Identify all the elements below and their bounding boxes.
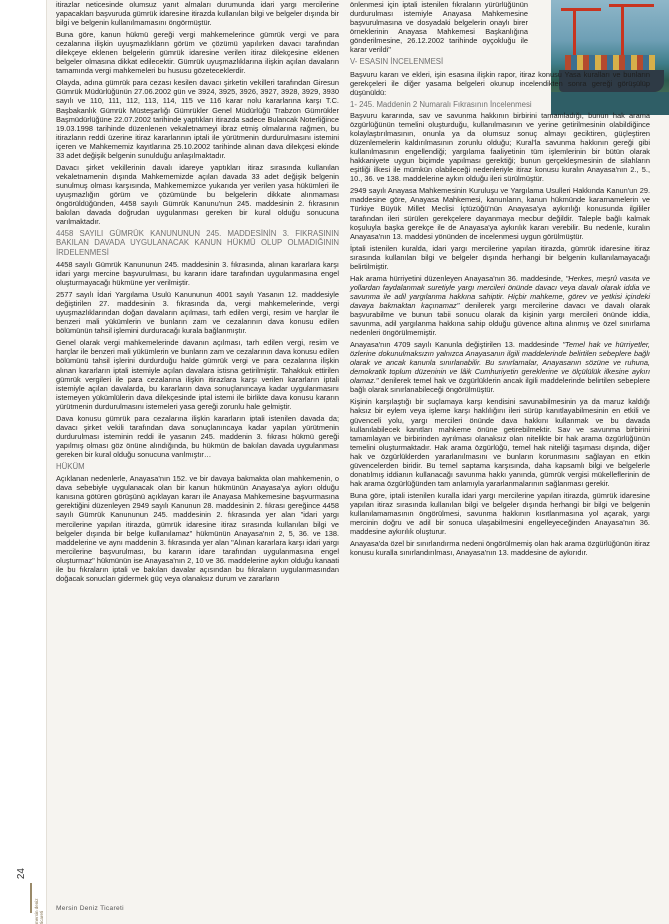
paragraph: Başvuru kararında, sav ve savunma hakkının birbirini tamamladığı, bunun hak arama özgürlüğünün temelini oluşturduğu, kullanılmasının ve yerine getirilmesinin olabildiğince kolaylaştırılmasının, onunla ya da olumsuz sonuç almayı geciktiren, güçleştiren düzenlemelerin kaldırılmasının zorunlu olduğu; Kural'la savunma hakkının gereği gibi kullanılmasının engellendiği; yargılama faaliyetinin tüm işlemlerinin bir bütün olarak hakkaniyete uygun biçimde yapılması gerektiği; bunun gerçekleşmesinin de silahların eşitliği ilkesi ile mümkün olabileceği nedenleriyle itiraz konusu kuralın Anayasa'nın 2., 5., 10., 36. ve 138. maddelerine aykırı olduğu ileri sürülmüştür. (350, 111, 650, 184)
paragraph: Kişinin karşılaştığı bir suçlamaya karşı kendisini savunabilmesinin ya da maruz kaldığı haksız bir eylem veya işleme karşı haklılığını ileri sürüp kanıtlayabilmesinin en etkili ve güvenceli yolu, yargı mercileri önünde dava hakkını kullanmak ve bu davada kullanılabilecek kanıtları mahkeme önüne getirebilmektir. Sav ve savunma birbirini tamamlayan ve birbirinden ayrılması olanaksız olan nitelikte bir hak arama özgürlüğünün temelini oluşturmaktadır. Hak arama özgürlüğü, temel hak niteliği taşıması dışında, diğer hak ve özgürlüklerden yararlanılmasını ve bunların korunmasını sağlayan en etkin güvencelerden biridir. Bu temel saptama karşısında, daha kapsamlı bilgi ve belgelerle donatılmış iddianın kullanacağı savunma hakkı yanında, gümrük vergisi mükelleflerinin de hak arama özgürlüğünden tam anlamıyla yararlanmalarının sağlanması gerekir. (350, 397, 650, 488)
section-heading: HÜKÜM (56, 462, 85, 471)
margin-rule (46, 0, 47, 924)
right-column (350, 0, 650, 560)
paragraph: İptali istenilen kuralda, idari yargı mercilerine yapılan itirazda, gümrük idaresine itiraz sırasında kullanılan bilgi ve belgeler dışında herhangi bir belgenin kullanılamayacağı belirtilmiştir. (350, 243, 650, 271)
paragraph: Buna göre, kanun hükmü gereği vergi mahkemelerince gümrük vergi ve para cezalarına ilişkin uyuşmazlıkların görüm ve çözümü yapılırken davacı tarafından dilekçeye eklenen belgelerin gümrük idaresine verilen itiraz dilekçesine eklenen belgeler olmasına dikkat edilecektir. Gümrük uyuşmazlıklarına ilişkin açılan davaların tamamında vergi mahkemeleri bu hususu gözeteceklerdir. (56, 30, 339, 76)
text-run: denilerek temel hak ve özgürlüklerin ancak ilgili maddelerinde belirtilen sebeplere bağlı olarak sınırlanabileceği öngörülmüştür. (350, 376, 650, 395)
quoted-article: "Herkes, meşrû vasıta ve yollardan faydalanmak suretiyle yargı mercileri önünde davacı veya davalı olarak iddia ve savunma ile adil yargılanma hakkına sahiptir. Hiçbir mahkeme, görev ve yetkisi içindeki davaya bakmaktan kaçınamaz" (350, 273, 650, 310)
footer-publication-name: Mersin Deniz Ticareti (56, 905, 124, 912)
paragraph: Buna göre, iptali istenilen kuralla idari yargı mercilerine yapılan itirazda, gümrük idaresine yapılan itiraz sırasında kullanılan bilgi ve belgeler dışında herhangi bir bilgi ve belgenin kullanılamamasının öngörülmesi, savunma hakkının kısıtlanmasına yol açarak, yargı mercinin doğru ve adil bir sonuca ulaşabilmesini engelleyeceğinden Anayasa'nın 36. maddesine aykırılık oluşturur. (350, 490, 650, 537)
text-run: denilerek yargı mercilerine davacı ve davalı olarak başvurabilme ve bunun tabii sonucu olarak da kişinin yargı mercileri önünde iddia, savunma, adil yargılanma hakkına sahip olduğu güvence altına alınmış ve özel sınırlama nedenleri öngörülmemiştir. (350, 300, 651, 338)
paragraph: Olayda, adına gümrük para cezası kesilen davacı şirketin vekilleri tarafından Giresun Gümrük Müdürlüğünün 27.06.2002 gün ve 3924, 3925, 3926, 3927, 3928, 3929, 3930 sayılı ve 110, 111, 112, 113, 114, 115 ve 116 karar nolu kararlarına karşı T.C. Başbakanlık Gümrük Müsteşarlığı Gümrükler Genel Müdürlüğü Trabzon Gümrükler Başmüdürlüğüne 22.07.2002 tarihinde yaptıkları itirazda sadece Bulancak Noterliğince 19.03.1998 tarihinde düzenlenen vekaletnameyi ibraz etmiş olmalarına rağmen, bu itirazların reddi üzerine itiraz kararlarının iptali ile yürütmenin durdurulmasını istemini içeren ve Mahkememiz kayıtlarına 25.10.2002 tarihinde alınan dava dilekçesi ekinde 33 adet değişik belgenin sunulduğu anlaşılmaktadır. (56, 78, 339, 160)
paragraph: Davacı şirket vekillerinin davalı idareye yaptıkları itiraz sırasında kullanılan vekaletnamenin dışında Mahkememizde açılan davada 33 adet değişik belgenin sunulmuş olması karşısında, Mahkememizce yukarıda yer verilen yasa hükümleri ile uyuşmazlığın görüm ve çözümünde bu belgelerin dikkate alınmaması öngörüldüğünden, 4458 sayılı Gümrük Kanunu'nun 245. maddesinin 2. fıkrasının bakılan davada doğrudan uygulanması gereken bir kural olduğu sonucuna varılmaktadır. (56, 162, 339, 227)
paragraph: 2949 sayılı Anayasa Mahkemesinin Kuruluşu ve Yargılama Usulleri Hakkında Kanun'un 29. maddesine göre, Anayasa Mahkemesi, kanunların, kanun hükmünde kararnamelerin ve Türkiye Büyük Millet Meclisi İçtüzüğü'nün Anayasa'ya aykırılığı konusunda ilgililer tarafından ileri sürülen gerekçelere dayanmaya mecbur değildir. Taleple bağlı kalmak koşuluyla başka gerekçe ile de Anayasa'ya aykırılık kararı verebilir. Bu nedenle, kuralın Anayasa'nın 13. maddesi yönünden de incelenmesi uygun görülmüştür. (350, 186, 650, 241)
paragraph: Dava konusu gümrük para cezalarına ilişkin kararların iptali istenilen davada da; davacı şirket vekili tarafından dava sonuçlanıncaya kadar yapılan yürütmenin durdurulması isteminin reddi ile yasanın 245. maddenin 3. fıkrası hükmü gereği yapılmış olması göz önüne alındığında, bu hükmün de bakılan davada uygulanması gereken bir kural olduğu sonucuna varılmıştır… (56, 413, 339, 459)
left-column (56, 0, 339, 586)
text-run: Hak arama hürriyetini düzenleyen Anayasa'nın 36. maddesinde, (350, 273, 566, 283)
section-heading: V- ESASIN İNCELENMESİ (350, 57, 444, 67)
quoted-article: "Temel hak ve hürriyetler, özlerine dokunulmaksızın yalnızca Anayasanın ilgili maddelerinde belirtilen sebeplere bağlı olarak ve ancak kanunla sınırlanabilir. Bu sınırlamalar, Anayasanın sözüne ve ruhuna, demokratik toplum düzeninin ve lâik Cumhuriyetin gereklerine ve ölçülülük ilkesine aykırı olamaz." (350, 340, 650, 386)
paragraph: Anayasa'da özel bir sınırlandırma nedeni öngörülmemiş olan hak arama özgürlüğünün itiraz konusu kuralla sınırlandırılması, Anayasa'nın 13. maddesine de aykırıdır. (350, 539, 650, 558)
publication-logo-text: mersin deniz ticareti (34, 898, 44, 924)
paragraph: Genel olarak vergi mahkemelerinde davanın açılması, tarh edilen vergi, resim ve harçlar ile benzeri mali yükümlerin ve bunların zam ve cezalarının dava konusu edilen bölümünü tahsil işlerini durdurduğu halde gümrük vergi ve para cezalarına ilişkin alınan kararların iptali istemiyle açılan davalara istisna getirilmiştir. Tahakkuk ettirilen gümrük vergileri ile para cezalarına ilişkin itirazlara karşı verilen kararların iptali istemiyle açılan davalarda, bu kararların dava sonuçlanıncaya kadar uygulanmasını istemeyen yükümlülerin dava dilekçesinde iptal istemi ile birlikte dava konusu kararın yürütmenin durdurulmasını istemeleri yasa gereği zorunlu hale gelmiştir. (56, 338, 339, 411)
page-number: 24 (16, 868, 27, 880)
subsection-heading: 1- 245. Maddenin 2 Numaralı Fıkrasının İncelenmesi (350, 99, 532, 109)
left-margin-strip (0, 0, 46, 924)
paragraph: itirazlar neticesinde olumsuz yanıt almaları durumunda idari yargı mercilerine yapacakları başvuruda gümrük idaresine itirazda kullanılan bilgi ve belgeler dışında bir bilgi ve belgenin kullanılmamasını öngörmüştür. (56, 0, 339, 28)
paragraph: 4458 sayılı Gümrük Kanununun 245. maddesinin 3. fıkrasında, alınan kararlara karşı idari yargı mercine başvurulması, bu kararın idare tarafından uygulanmasına engel oluşturmayacağı hükmüne yer verilmiştir. (56, 260, 339, 288)
section-heading: 4458 SAYILI GÜMRÜK KANUNUNUN 245. MADDESİNİN 3. FIKRASININ BAKILAN DAVADA UYGULANACAK KANUN HÜKMÜ OLUP OLMADIĞININ İRDELENMESİ (56, 229, 339, 257)
paragraph (350, 340, 650, 394)
paragraph: önlenmesi için iptali istenilen fıkraların yürürlüğünün durdurulması istemiyle Anayasa Mahkemesine başvurulmasına ve dosyadaki belgelerin onaylı birer örneklerinin Anayasa Mahkemesi Başkanlığına gönderilmesine, 26.12.2002 tarihinde oyçokluğu ile karar verildi" (350, 0, 528, 55)
paragraph: Açıklanan nedenlerle, Anayasa'nın 152. ve bir davaya bakmakta olan mahkemenin, o dava sebebiyle uygulanacak olan bir kanun hükmünün Anayasa'ya aykırı olduğu kanısına götüren görüşünü açıklayan kararı ile Anayasa Mahkemesine başvurmasına gerektiğini düzenleyen 2949 sayılı Kanunun 28. maddesinin 2. fıkrası gereğince 4458 sayılı Gümrük Kanununun 245. maddesinin 2. fıkrasında yer alan "idari yargı mercilerine yapılan itirazda, gümrük idaresine itiraz sırasında kullanılan bilgi ve belgeler dışında bir belge kullanılamaz" hükmünün Anayasa'nın 2, 5, 36. ve 138. maddelerine ve aynı maddenin 3. fıkrasında yer alan "Alınan kararlara karşı idari yargı mercilerine başvurulması, bu kararın idare tarafından uygulanmasına engel oluşturmaz" hükmünün ise Anayasa'nın 2, 10 ve 36. maddelerine aykırı olduğu kanaati ile bu fıkraların iptali ve bakılan davalar açısından bu fıkraların uygulanmasından doğacak sonucları gidermek güç veya olanaksız durum ve zararların (56, 474, 339, 583)
paragraph: 2577 sayılı İdari Yargılama Usulü Kanununun 4001 sayılı Yasanın 12. maddesiyle değiştirilen 27. maddesinin 3. fıkrasında da, vergi mahkemelerinde, vergi uyuşmazlıklarından doğan davaların açılması, tarh edilen vergi, resim ve harçlar ile benzeri mali yükümlerin ve bunların zam ve cezalarının dava konusu edilen bölümünün tahsil işlemini durduracağı kurala bağlanmıştır. (56, 290, 339, 336)
text-beside-photo (350, 0, 528, 67)
paragraph: Başvuru kararı ve ekleri, işin esasına ilişkin rapor, itiraz konusu Yasa kuralları ve bunların gerekçeleri ile diğer yasama belgeleri okunup incelendikten sonra gereği görüşülüp düşünüldü: (350, 69, 650, 97)
paragraph (350, 274, 650, 337)
text-run: Anayasa'nın 4709 sayılı Kanunla değiştirilen 13. maddesinde (350, 340, 563, 350)
